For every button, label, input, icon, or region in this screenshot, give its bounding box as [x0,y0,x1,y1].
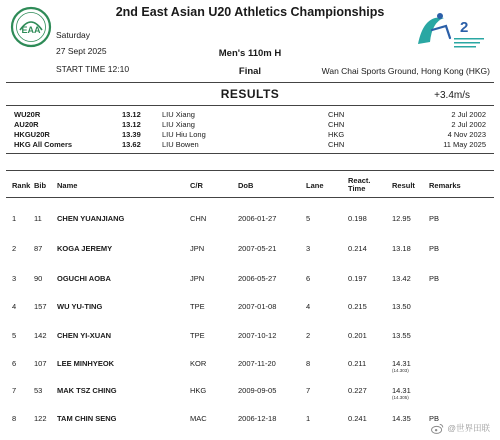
results-header-row [0,176,500,193]
record-athlete: LIU Hiu Long [162,130,206,139]
dob: 2007-01-08 [238,302,277,311]
watermark-text: @世界田联 [447,423,490,433]
rank: 6 [12,359,17,368]
result: 13.50 [392,302,411,311]
athlete-name: CHEN YI-XUAN [57,331,112,340]
reaction-time: 0.201 [348,331,367,340]
bib: 142 [34,331,47,340]
reaction-time: 0.198 [348,214,367,223]
table-row [0,214,500,234]
record-athlete: LIU Xiang [162,120,195,129]
lane: 5 [306,214,311,223]
athlete-name: WU YU-TING [57,302,103,311]
record-row [14,110,486,120]
remarks: PB [429,414,440,423]
bib: 53 [34,386,43,395]
eaa-logo-lettering: EAA [21,25,41,35]
table-row [0,331,500,351]
watermark [431,422,490,434]
bib: 87 [34,244,43,253]
dob: 2007-10-12 [238,331,277,340]
col-cr: C/R [190,181,203,190]
result: 14.31 [392,386,411,395]
bib: 11 [34,214,42,223]
lane: 2 [306,331,311,340]
rank: 7 [12,386,17,395]
divider [6,105,494,106]
record-row [14,140,486,150]
record-nat: CHN [328,140,345,149]
event-phase: Final [238,66,262,77]
country: TPE [190,302,205,311]
country: KOR [190,359,207,368]
divider [6,170,494,171]
athlete-name: TAM CHIN SENG [57,414,117,423]
reaction-time: 0.214 [348,244,367,253]
athlete-name: CHEN YUANJIANG [57,214,125,223]
table-row [0,386,500,406]
result: 13.55 [392,331,411,340]
record-date: 2 Jul 2002 [451,110,486,119]
result-detail: (14.303) [392,368,409,373]
lane: 6 [306,274,311,283]
reaction-time: 0.215 [348,302,367,311]
bib: 107 [34,359,47,368]
col-rank: Rank [12,181,31,190]
emblem-lettering: 2 [460,19,469,36]
rank: 5 [12,331,17,340]
table-row [0,244,500,264]
bib: 122 [34,414,47,423]
remarks: PB [429,274,440,283]
record-nat: CHN [328,110,345,119]
record-row [14,120,486,130]
record-athlete: LIU Xiang [162,110,195,119]
record-name: WU20R [14,110,41,119]
date-label: 27 Sept 2025 [56,46,107,56]
bib: 90 [34,274,43,283]
rank: 8 [12,414,17,423]
col-lane: Lane [306,181,324,190]
divider [6,82,494,83]
table-row [0,274,500,294]
col-bib: Bib [34,181,47,190]
venue: Wan Chai Sports Ground, Hong Kong (HKG) [321,66,490,76]
athlete-name: OGUCHI AOBA [57,274,111,283]
record-nat: HKG [328,130,345,139]
result-detail: (14.305) [392,395,409,400]
col-remarks: Remarks [429,181,461,190]
day-label: Saturday [56,30,91,40]
lane: 8 [306,359,311,368]
reaction-time: 0.197 [348,274,367,283]
divider [6,153,494,154]
result: 12.95 [392,214,411,223]
record-name: HKG All Comers [14,140,73,149]
start-time: START TIME 12:10 [56,64,130,74]
record-date: 4 Nov 2023 [447,130,486,139]
result: 13.42 [392,274,411,283]
record-time: 13.12 [122,110,141,119]
weibo-icon [431,423,444,434]
athlete-name: MAK TSZ CHING [57,386,117,395]
country: CHN [190,214,207,223]
results-heading: RESULTS [220,87,280,101]
dob: 2006-01-27 [238,214,277,223]
record-name: HKGU20R [14,130,50,139]
reaction-time: 0.211 [348,359,367,368]
dob: 2006-05-27 [238,274,277,283]
wind-reading: +3.4m/s [434,90,470,101]
col-dob: DoB [238,181,254,190]
event-name: Men's 110m H [218,48,282,59]
col-result: Result [392,181,415,190]
reaction-time: 0.241 [348,414,367,423]
lane: 7 [306,386,311,395]
rank: 1 [12,214,17,223]
remarks: PB [429,214,440,223]
rank: 2 [12,244,17,253]
rank: 3 [12,274,17,283]
record-date: 11 May 2025 [443,140,486,149]
dob: 2006-12-18 [238,414,277,423]
table-row [0,359,500,379]
record-row [14,130,486,140]
divider [6,197,494,198]
country: TPE [190,331,205,340]
remarks: PB [429,244,440,253]
dob: 2007-05-21 [238,244,277,253]
dob: 2009-09-05 [238,386,277,395]
result: 13.18 [392,244,411,253]
records-table [14,110,486,150]
bib: 157 [34,302,47,311]
athlete-name: KOGA JEREMY [57,244,113,253]
country: MAC [190,414,207,423]
record-athlete: LIU Bowen [162,140,199,149]
record-time: 13.62 [122,140,141,149]
col-react: React. Time [348,176,371,193]
record-time: 13.12 [122,120,141,129]
country: JPN [190,244,205,253]
page-title: 2nd East Asian U20 Athletics Championships [115,5,385,19]
record-time: 13.39 [122,130,141,139]
table-row [0,414,500,434]
result: 14.35 [392,414,411,423]
record-name: AU20R [14,120,39,129]
athlete-name: LEE MINHYEOK [57,359,115,368]
lane: 3 [306,244,311,253]
record-date: 2 Jul 2002 [451,120,486,129]
country: HKG [190,386,207,395]
dob: 2007-11-20 [238,359,276,368]
reaction-time: 0.227 [348,386,367,395]
record-nat: CHN [328,120,345,129]
lane: 4 [306,302,311,311]
lane: 1 [306,414,311,423]
result: 14.31 [392,359,411,368]
col-name: Name [57,181,78,190]
country: JPN [190,274,205,283]
table-row [0,302,500,322]
rank: 4 [12,302,17,311]
